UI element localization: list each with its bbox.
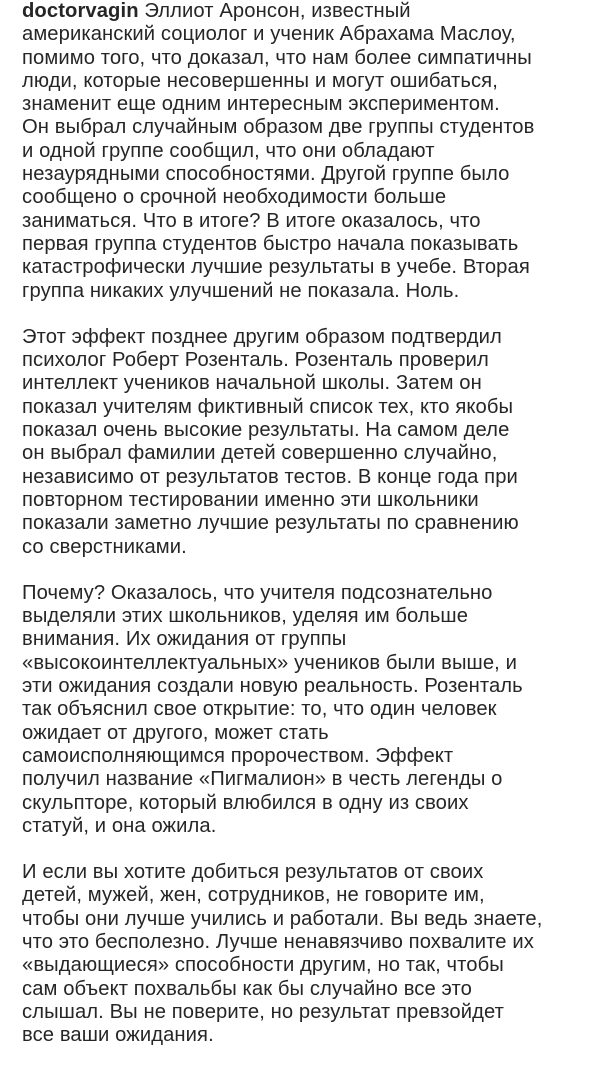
caption-text-1: Эллиот Аронсон, известный американский социолог и ученик Абрахама Маслоу, помимо того, что доказал, что нам более симпатичны люди, которые несовершенны и могут ошибаться, знаменит еще одним интересным экспериментом. Он выбрал случайным образом две группы студентов и одной группе сообщил, что они обладают незаурядными способностями. Другой группе было сообщено о срочной необходимости больше заниматься. Что в итоге? В итоге оказалось, что первая группа студентов быстро начала показывать катастрофически лучшие результаты в учебе. Вторая группа никаких улучшений не показала. Ноль.	[22, 0, 535, 302]
caption-paragraph-1	[22, 0, 582, 303]
caption-paragraph-2: Этот эффект позднее другим образом подтвердил психолог Роберт Розенталь. Розенталь проверил интеллект учеников начальной школы. Затем он показал учителям фиктивный список тех, кто якобы показал очень высокие результаты. На самом деле он выбрал фамилии детей совершенно случайно, независимо от результатов тестов. В конце года при повторном тестировании именно эти школьники показали заметно лучшие результаты по сравнению со сверстниками.	[22, 325, 519, 558]
caption-paragraph-4: И если вы хотите добиться результатов от своих детей, мужей, жен, сотрудников, не говорите им, чтобы они лучше учились и работали. Вы ведь знаете, что это бесполезно. Лучше ненавязчиво похвалите их «выдающиеся» способности другим, но так, чтобы сам объект похвальбы как бы случайно все это слышал. Вы не поверите, но результат превзойдет все ваши ожидания.	[22, 861, 543, 1047]
username-link[interactable]: doctorvagin	[22, 0, 139, 22]
caption-paragraph-3: Почему? Оказалось, что учителя подсознательно выделяли этих школьников, уделяя им больше внимания. Их ожидания от группы «высокоинтеллектуальных» учеников были выше, и эти ожидания создали новую реальность. Розенталь так объяснил свое открытие: то, что один человек ожидает от другого, может стать самоисполняющимся пророчеством. Эффект получил название «Пигмалион» в честь легенды о скульпторе, который влюбился в одну из своих статуй, и она ожила.	[22, 581, 523, 837]
post-caption	[22, 0, 582, 1070]
